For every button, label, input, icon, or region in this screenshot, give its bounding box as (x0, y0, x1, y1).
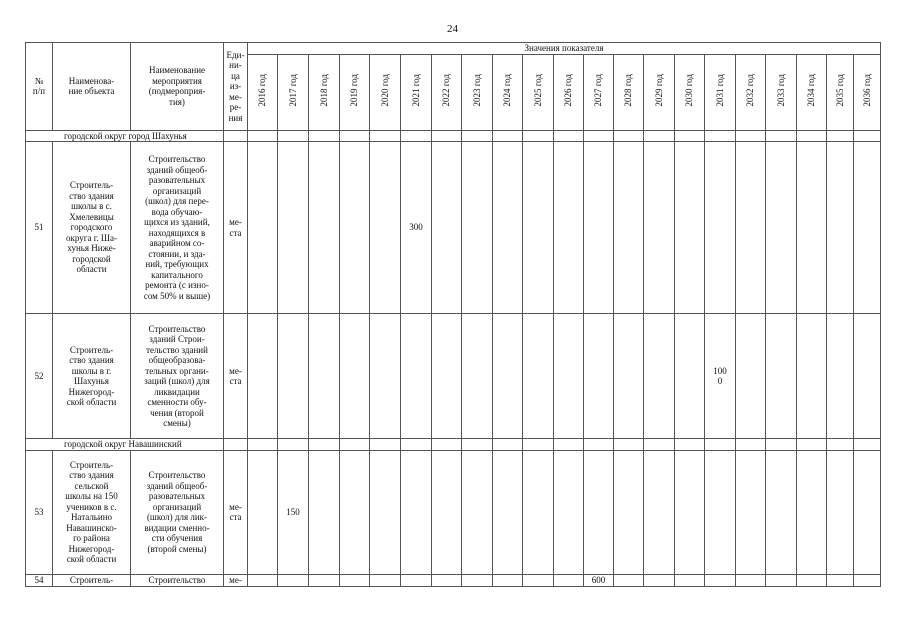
row-num: 51 (26, 142, 53, 314)
header-unit: Еди- ни- ца из- ме- ре- ния (224, 43, 248, 131)
row-value: 100 0 (705, 314, 736, 439)
page-number: 24 (447, 23, 458, 35)
row-event: Строительство (131, 574, 224, 586)
row-event: Строительство зданий Строи- тельство зданий общеобразова- тельных органи- заций (школ) для ликвидации сменности обу- чения (второй смены) (131, 314, 224, 439)
header-year: 2031 год (705, 54, 736, 130)
indicators-table (25, 42, 881, 587)
table-row (26, 450, 881, 574)
header-year: 2027 год (584, 54, 614, 130)
header-year: 2026 год (554, 54, 584, 130)
header-object: Наименова- ние объекта (53, 43, 131, 131)
header-year: 2020 год (370, 54, 401, 130)
header-year: 2036 год (854, 54, 881, 130)
row-object: Строитель- (53, 574, 131, 586)
row-num: 54 (26, 574, 53, 586)
row-unit: ме- ста (224, 450, 248, 574)
header-year: 2028 год (614, 54, 644, 130)
header-year: 2016 год (248, 54, 278, 130)
header-year: 2035 год (827, 54, 854, 130)
header-year: 2022 год (432, 54, 462, 130)
header-year: 2024 год (493, 54, 523, 130)
header-year: 2032 год (736, 54, 766, 130)
header-year: 2029 год (644, 54, 675, 130)
row-unit: ме- (224, 574, 248, 586)
table-row (26, 314, 881, 439)
header-year: 2025 год (523, 54, 554, 130)
row-value: 300 (401, 142, 432, 314)
row-event: Строительство зданий общеоб- разовательных организаций (школ) для пере- вода обучаю- щихся из зданий, находящихся в аварийном со- стоянии, и зда- ний, требующих капитального ремонта (с изно- сом 50% и выше) (131, 142, 224, 314)
section-label: городской округ город Шахунья (26, 130, 224, 142)
header-year: 2030 год (675, 54, 705, 130)
row-object: Строитель- ство здания школы в с. Хмелевицы городского округа г. Ша- хунья Ниже- городской области (53, 142, 131, 314)
table-row (26, 574, 881, 586)
row-object: Строитель- ство здания школы в г. Шахунья Нижегород- ской области (53, 314, 131, 439)
row-value: 150 (278, 450, 309, 574)
header-year: 2021 год (401, 54, 432, 130)
header-year: 2017 год (278, 54, 309, 130)
header-year: 2034 год (797, 54, 827, 130)
header-year: 2023 год (462, 54, 493, 130)
row-unit: ме- ста (224, 142, 248, 314)
row-num: 53 (26, 450, 53, 574)
header-year: 2018 год (309, 54, 340, 130)
row-unit: ме- ста (224, 314, 248, 439)
row-num: 52 (26, 314, 53, 439)
row-event: Строительство зданий общеоб- разовательных организаций (школ) для лик- видации сменно- сти обучения (второй смены) (131, 450, 224, 574)
section-label: городской округ Навашинский (26, 439, 224, 451)
row-value: 600 (584, 574, 614, 586)
header-year: 2033 год (766, 54, 797, 130)
row-object: Строитель- ство здания сельской школы на 150 учеников в с. Натальино Навашинско- го района Нижегород- ской области (53, 450, 131, 574)
header-values-title: Значения показателя (248, 43, 881, 55)
header-num: № п/п (26, 43, 53, 131)
header-year: 2019 год (340, 54, 370, 130)
header-event: Наименование мероприятия (подмероприя- тия) (131, 43, 224, 131)
table-row (26, 142, 881, 314)
